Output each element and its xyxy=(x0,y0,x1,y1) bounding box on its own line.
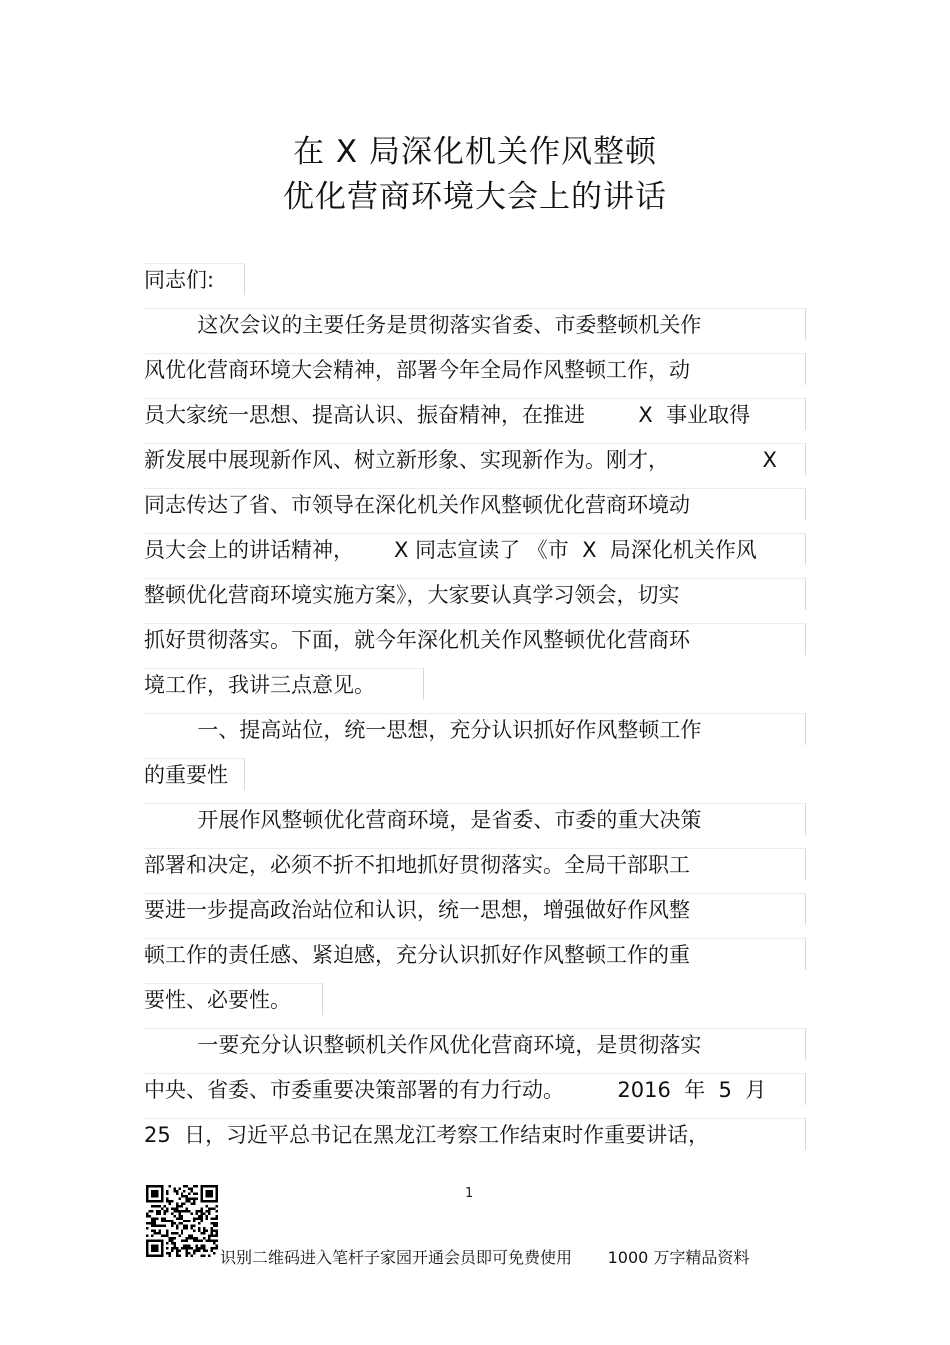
body-line: 要性、必要性。 xyxy=(144,983,323,1015)
body-line: 的重要性 xyxy=(144,758,245,790)
body-line: 这次会议的主要任务是贯彻落实省委、市委整顿机关作 xyxy=(144,308,806,340)
footer-promo-text: 识别二维码进入笔杆子家园开通会员即可免费使用 1000 万字精品资料 xyxy=(220,1248,750,1267)
body-line: 新发展中展现新作风、树立新形象、实现新作为。刚才， X xyxy=(144,443,806,475)
body-line: 顿工作的责任感、紧迫感，充分认识抓好作风整顿工作的重 xyxy=(144,938,806,970)
body-line: 风优化营商环境大会精神，部署今年全局作风整顿工作，动 xyxy=(144,353,806,385)
body-line: 同志传达了省、市领导在深化机关作风整顿优化营商环境动 xyxy=(144,488,806,520)
body-line: 员大家统一思想、提高认识、振奋精神，在推进 X 事业取得 xyxy=(144,398,806,430)
body-line: 同志们: xyxy=(144,263,245,295)
body-line: 部署和决定，必须不折不扣地抓好贯彻落实。全局干部职工 xyxy=(144,848,806,880)
qr-code-icon[interactable] xyxy=(146,1185,218,1257)
body-line: 中央、省委、市委重要决策部署的有力行动。 2016 年 5 月 xyxy=(144,1073,806,1105)
body-line: 25 日，习近平总书记在黑龙江考察工作结束时作重要讲话， xyxy=(144,1118,806,1150)
body-line: 一要充分认识整顿机关作风优化营商环境，是贯彻落实 xyxy=(144,1028,806,1060)
document-title-line-1: 在 X 局深化机关作风整顿 xyxy=(293,134,657,170)
body-line: 开展作风整顿优化营商环境，是省委、市委的重大决策 xyxy=(144,803,806,835)
body-line: 整顿优化营商环境实施方案》，大家要认真学习领会，切实 xyxy=(144,578,806,610)
body-line: 抓好贯彻落实。下面，就今年深化机关作风整顿优化营商环 xyxy=(144,623,806,655)
document-title-line-2: 优化营商环境大会上的讲话 xyxy=(283,179,667,215)
body-line: 境工作，我讲三点意见。 xyxy=(144,668,424,700)
body-line: 一、提高站位，统一思想，充分认识抓好作风整顿工作 xyxy=(144,713,806,745)
body-line: 要进一步提高政治站位和认识，统一思想，增强做好作风整 xyxy=(144,893,806,925)
body-line: 员大会上的讲话精神， X 同志宣读了 《市 X 局深化机关作风 xyxy=(144,533,806,565)
page-number: 1 xyxy=(465,1186,474,1201)
